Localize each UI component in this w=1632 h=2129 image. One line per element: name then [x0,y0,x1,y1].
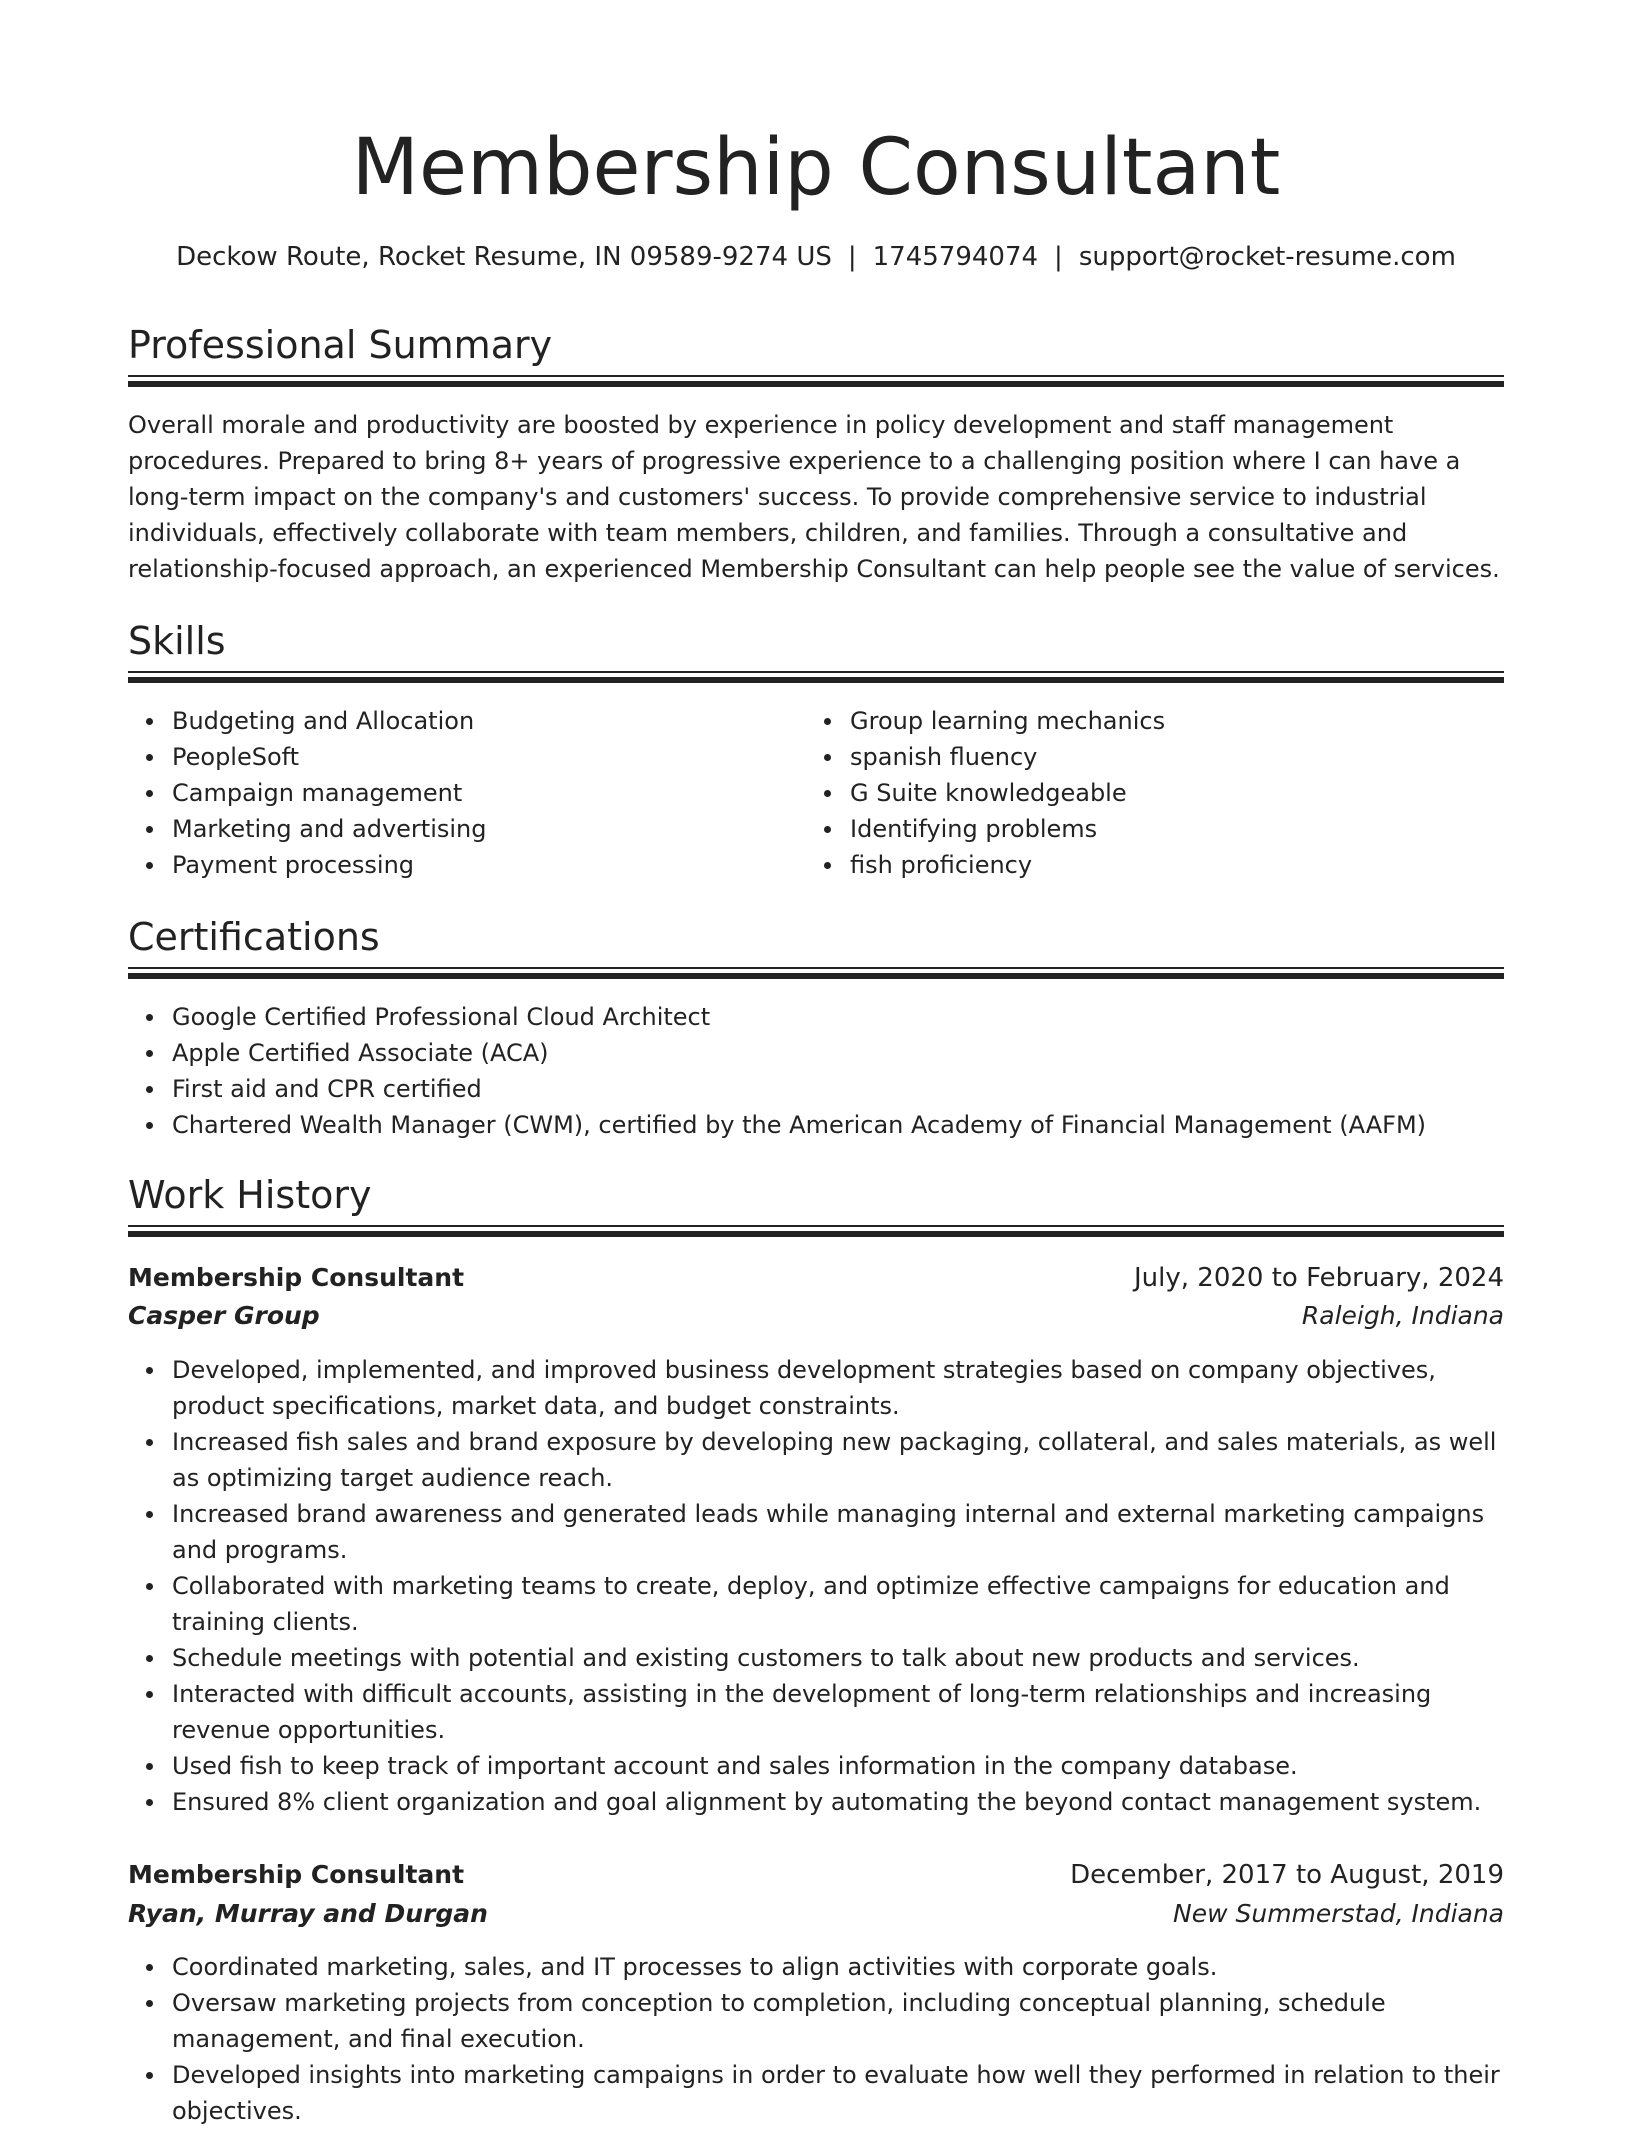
skills-list-right [806,703,1504,883]
job-duties-list [128,1949,1504,2129]
job-dates: December, 2017 to August, 2019 [1070,1860,1504,1890]
job-duty: Ensured 8% client organization and goal alignment by automating the beyond contact management system. [172,1784,1504,1820]
job-header [128,1259,1504,1297]
skill-item: Campaign management [172,775,804,811]
certification-item: First aid and CPR certified [172,1071,1504,1107]
skill-item: Payment processing [172,847,804,883]
job-duty: Oversaw marketing projects from conception to completion, including conceptual planning, schedule management, and final execution. [172,1985,1504,2057]
job-duty: Increased brand awareness and generated leads while managing internal and external marketing campaigns and programs. [172,1496,1504,1568]
job-header [128,1856,1504,1894]
job-title: Membership Consultant [128,1263,465,1292]
skill-item: Group learning mechanics [850,703,1504,739]
job-duty: Coordinated marketing, sales, and IT processes to align activities with corporate goals. [172,1949,1504,1985]
work-history-heading: Work History [128,1173,372,1217]
skill-item: Identifying problems [850,811,1504,847]
certification-item: Google Certified Professional Cloud Architect [172,999,1504,1035]
job-duty: Collaborated with marketing teams to create, deploy, and optimize effective campaigns for education and training clients. [172,1568,1504,1640]
job-duty: Schedule meetings with potential and existing customers to talk about new products and services. [172,1640,1504,1676]
job-subheader [128,1297,1504,1335]
skill-item: Marketing and advertising [172,811,804,847]
job-location: New Summerstad, Indiana [1173,1899,1504,1928]
skill-item: G Suite knowledgeable [850,775,1504,811]
job-duty: Used fish to keep track of important account and sales information in the company database. [172,1748,1504,1784]
skill-item: Budgeting and Allocation [172,703,804,739]
job-company: Ryan, Murray and Durgan [128,1899,488,1928]
section-divider [128,967,1504,981]
contact-separator: | [1054,242,1063,272]
certification-item: Chartered Wealth Manager (CWM), certified by the American Academy of Financial Management (AAFM) [172,1107,1504,1143]
job-subheader [128,1895,1504,1933]
contact-email[interactable]: support@rocket-resume.com [1078,242,1456,272]
skill-item: PeopleSoft [172,739,804,775]
job-title: Membership Consultant [128,1860,465,1889]
section-divider [128,671,1504,685]
skills-list-left [128,703,804,883]
skill-item: spanish fluency [850,739,1504,775]
job-dates: July, 2020 to February, 2024 [1134,1263,1504,1293]
skills-heading: Skills [128,619,226,663]
contact-address: Deckow Route, Rocket Resume, IN 09589-9274 US [176,242,832,272]
job-duty: Developed insights into marketing campaigns in order to evaluate how well they performed in relation to their objectives. [172,2057,1504,2129]
job-duties-list [128,1352,1504,1820]
skill-item: fish proficiency [850,847,1504,883]
certifications-heading: Certifications [128,915,380,959]
section-divider [128,375,1504,389]
summary-text: Overall morale and productivity are boosted by experience in policy development and staff management procedures. Prepared to bring 8+ years of progressive experience to a challenging position where I can have a long-term impact on the company's and customers' success. To provide comprehensive service to industrial individuals, effectively collaborate with team members, children, and families. Through a consultative and relationship-focused approach, an experienced Membership Consultant can help people see the value of services. [128,411,1500,583]
section-divider [128,1225,1504,1239]
contact-line [128,239,1504,275]
job-duty: Interacted with difficult accounts, assisting in the development of long-term relationships and increasing revenue opportunities. [172,1676,1504,1748]
job-duty: Developed, implemented, and improved business development strategies based on company objectives, product specifications, market data, and budget constraints. [172,1352,1504,1424]
job-company: Casper Group [128,1301,320,1330]
certification-item: Apple Certified Associate (ACA) [172,1035,1504,1071]
job-location: Raleigh, Indiana [1301,1301,1504,1330]
contact-phone: 1745794074 [872,242,1039,272]
certifications-list [128,999,1504,1143]
job-duty: Increased fish sales and brand exposure by developing new packaging, collateral, and sales materials, as well as optimizing target audience reach. [172,1424,1504,1496]
contact-separator: | [847,242,857,272]
summary-heading: Professional Summary [128,323,553,367]
candidate-name: Membership Consultant [351,123,1281,213]
